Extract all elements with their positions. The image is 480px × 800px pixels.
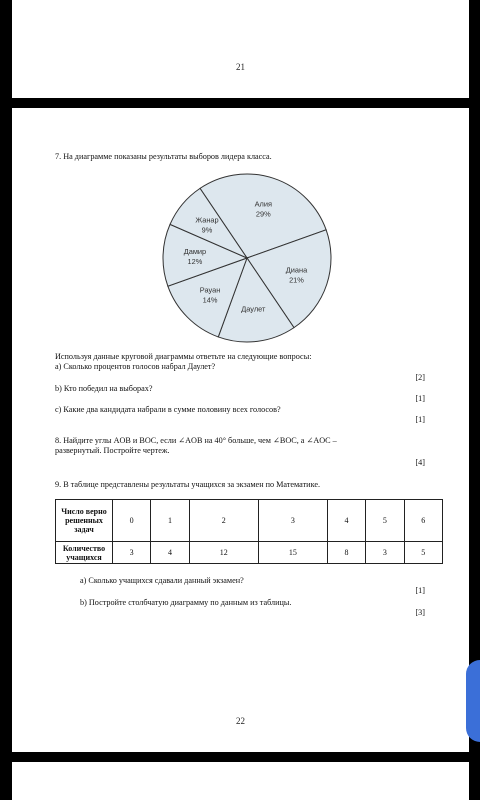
q7-question-a: a) Сколько процентов голосов набрал Даулет? xyxy=(55,362,216,371)
q9-mark-b: [3] xyxy=(415,608,425,617)
pie-slice-name: Рауан xyxy=(199,285,221,295)
task-cell: 0 xyxy=(113,500,151,542)
q9-question-a: a) Сколько учащихся сдавали данный экзамен? xyxy=(80,576,244,585)
pie-chart-svg xyxy=(152,168,342,348)
student-cell: 8 xyxy=(327,542,365,564)
pie-slice-percent: 29% xyxy=(255,209,271,219)
student-cell: 5 xyxy=(404,542,442,564)
task-cell: 3 xyxy=(258,500,327,542)
student-cell: 3 xyxy=(113,542,151,564)
page-number-top: 21 xyxy=(236,62,245,72)
worksheet-page xyxy=(12,108,469,752)
q7-question-c: c) Какие два кандидата набрали в сумме половину всех голосов? xyxy=(55,405,281,414)
pie-slice-percent: 14% xyxy=(202,295,218,305)
pie-slice-name: Дамир xyxy=(183,247,207,257)
student-cell: 3 xyxy=(366,542,404,564)
page-number-bottom: 22 xyxy=(236,716,245,726)
q8-line1: 8. Найдите углы AOB и BOC, если ∠AOB на 40° больше, чем ∠BOC, а ∠AOC – xyxy=(55,436,337,445)
pie-slice-name: Алия xyxy=(254,199,272,209)
pie-slice-name: Жанар xyxy=(195,215,219,225)
student-cell: 15 xyxy=(258,542,327,564)
student-cell: 4 xyxy=(151,542,189,564)
q7-question-b: b) Кто победил на выборах? xyxy=(55,384,153,393)
q7-mark-c: [1] xyxy=(415,415,425,424)
task-cell: 2 xyxy=(189,500,258,542)
task-cell: 4 xyxy=(327,500,365,542)
pie-slice-percent: 21% xyxy=(289,275,304,285)
q9-title: 9. В таблице представлены результаты учащихся за экзамен по Математике. xyxy=(55,480,321,489)
q9-question-b: b) Постройте столбчатую диаграмму по данным из таблицы. xyxy=(80,598,292,607)
task-cell: 1 xyxy=(151,500,189,542)
page-bottom xyxy=(12,762,469,800)
pie-slice-name: Даулет xyxy=(241,304,266,314)
results-table xyxy=(55,499,443,564)
page-top xyxy=(12,0,469,98)
q8-line2: развернутый. Постройте чертеж. xyxy=(55,446,170,455)
q7-mark-b: [1] xyxy=(415,394,425,403)
pie-slice-name: Диана xyxy=(285,265,308,275)
task-cell: 6 xyxy=(404,500,442,542)
pie-slice-percent: 9% xyxy=(201,225,213,235)
row2-header: Количество учащихся xyxy=(56,542,113,564)
pie-slice-percent: 12% xyxy=(187,257,203,267)
q7-mark-a: [2] xyxy=(415,373,425,382)
row1-header: Число верно решенных задач xyxy=(56,500,113,542)
q7-intro: Используя данные круговой диаграммы ответьте на следующие вопросы: xyxy=(55,352,312,361)
side-scroll-tab[interactable] xyxy=(466,660,480,742)
q8-mark: [4] xyxy=(415,458,425,467)
table-row xyxy=(56,542,443,564)
task-cell: 5 xyxy=(366,500,404,542)
pie-chart xyxy=(152,168,342,348)
q9-mark-a: [1] xyxy=(415,586,425,595)
table-row xyxy=(56,500,443,542)
q7-title: 7. На диаграмме показаны результаты выборов лидера класса. xyxy=(55,152,272,161)
student-cell: 12 xyxy=(189,542,258,564)
